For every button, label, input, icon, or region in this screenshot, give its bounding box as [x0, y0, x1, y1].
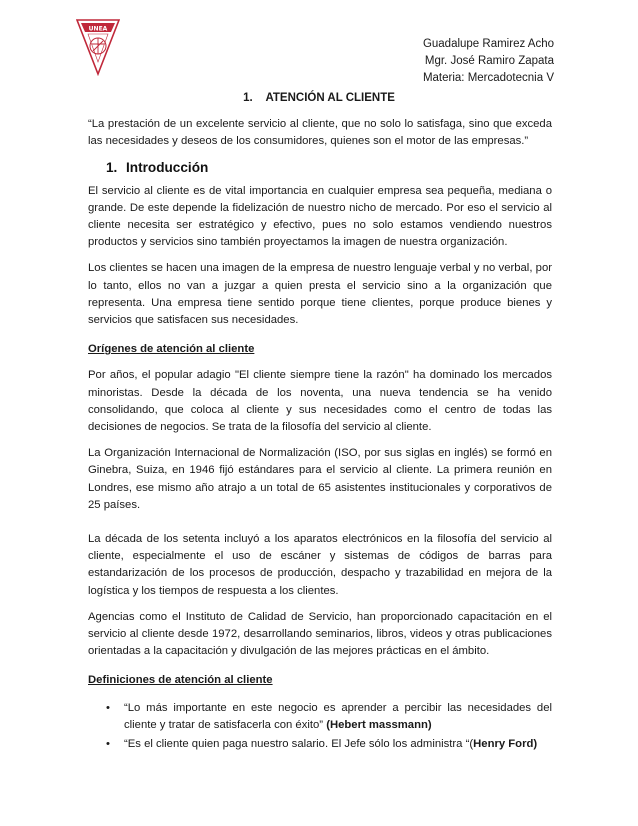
- advisor-name: Mgr. José Ramiro Zapata: [424, 55, 554, 67]
- author-name: Guadalupe Ramirez Acho: [422, 38, 554, 50]
- definition-author: (Hebert massmann): [326, 718, 432, 731]
- list-item: [88, 736, 552, 753]
- bullet-icon: •: [106, 701, 110, 714]
- definition-text: “Es el cliente quien paga nuestro salario. El Jefe sólo los administra “(: [124, 738, 474, 751]
- origins-paragraph-3: La década de los setenta incluyó a los aparatos electrónicos en la filosofía del servicio al cliente, especialmente el uso de escáner y sistemas de códigos de barras para estandarización de los procesos de producción, despacho y trazabilidad en mejora de la logística y los tiempos de respuesta a los clientes.: [88, 533, 552, 597]
- title-number: 1.: [243, 92, 253, 104]
- intro-paragraph-1: El servicio al cliente es de vital importancia en cualquier empresa sea pequeña, mediana o grande. De este depende la fidelización de nuestro nicho de mercado. Por eso el servicio al cliente necesita ser estratégico y efectivo, pues no solo estamos vendiendo nuestros productos y servicios sino también proyectamos la imagen de nuestra organización.: [88, 184, 552, 249]
- definitions-list: [88, 700, 552, 754]
- document-title: [0, 92, 638, 104]
- section-heading-introduccion: [106, 159, 552, 176]
- svg-text:UNEA: UNEA: [88, 25, 108, 33]
- bullet-icon: •: [106, 738, 110, 751]
- origins-paragraph-4: Agencias como el Instituto de Calidad de Servicio, han proporcionado capacitación en el servicio al cliente desde 1972, desarrollando seminarios, libros, videos y otras publicaciones orientadas a la capacitación y divulgación de las mejores prácticas en el ámbito.: [88, 610, 552, 658]
- university-logo: [76, 18, 120, 76]
- list-item: [88, 700, 552, 734]
- section-number: 1.: [106, 160, 118, 176]
- definition-author: Henry Ford): [473, 738, 538, 751]
- origins-paragraph-2: La Organización Internacional de Normalización (ISO, por sus siglas en inglés) se formó en Ginebra, Suiza, en 1946 fijó estándares para el servicio al cliente. La primera reunión en Londres, ese mismo año atrajo a un total de 65 asistentes institucionales y corporativos de 25 países.: [88, 447, 552, 511]
- subject-name: Materia: Mercadotecnia V: [422, 72, 554, 84]
- intro-paragraph-2: Los clientes se hacen una imagen de la empresa de nuestro lenguaje verbal y no verbal, por lo tanto, ellos no van a juzgar a quien presta el servicio sino a la organización que representa. Una empresa tiene sentido porque tiene clientes, porque produce bienes y servicios que satisfacen sus necesidades.: [88, 262, 552, 327]
- definition-text: “Lo más importante en este negocio es aprender a percibir las necesidades del cliente y tratar de satisfacerla con éxito”: [124, 701, 552, 731]
- definitions-heading: Definiciones de atención al cliente: [88, 674, 273, 687]
- document-body: [88, 116, 552, 755]
- origins-paragraph-1: Por años, el popular adagio "El cliente siempre tiene la razón" ha dominado los mercados minoristas. Desde la década de los noventa, una nueva tendencia se ha venido consolidando, que coloca al cliente y sus necesidades como el centro de todas las decisiones de negocios. Se trata de la filosofía del servicio al cliente.: [88, 369, 552, 434]
- opening-quote: “La prestación de un excelente servicio al cliente, que no solo lo satisfaga, sino que exceda las necesidades y deseos de los consumidores, quienes son el motor de las empresas.”: [88, 118, 552, 148]
- title-text: ATENCIÓN AL CLIENTE: [265, 92, 395, 104]
- origins-heading: Orígenes de atención al cliente: [88, 343, 255, 356]
- section-title: Introducción: [126, 160, 209, 176]
- header-info: [423, 36, 554, 87]
